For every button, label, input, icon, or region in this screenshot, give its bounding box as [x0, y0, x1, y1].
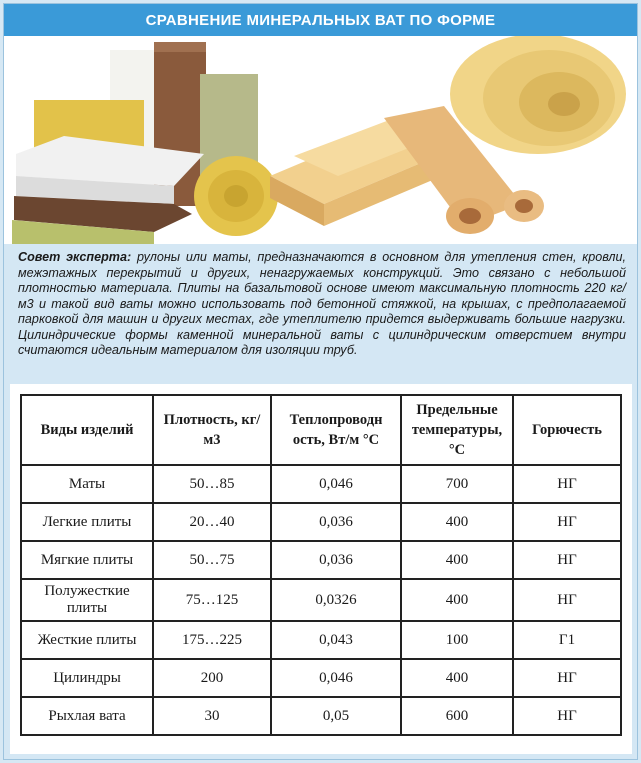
table-row	[21, 697, 621, 735]
expert-tip-lead: Совет эксперта:	[18, 250, 132, 264]
table-row	[21, 465, 621, 503]
table-cell: 600	[401, 697, 513, 735]
expert-tip-text: рулоны или маты, предназначаются в основном для утепления стен, кровли, межэтажных перекрытий и других, ненагружаемых конструкций. Это связано с небольшой плотностью материала. Плиты на базальтовой основе имеют максимальную плотность 220 кг/м3 и такой вид ваты можно использовать под бетонной стяжкой, на крышах, с предполагаемой парковкой для машин и других местах, где утеплителю придется выдерживать большие нагрузки. Цилиндрические формы каменной минеральной ваты с цилиндрическим отверстием внутри считаются идеальным материалом для изоляции труб.	[18, 250, 627, 357]
column-header: Предельные температуры, °С	[401, 395, 513, 465]
table-cell: Мягкие плиты	[21, 541, 153, 579]
table-cell: Г1	[513, 621, 621, 659]
table-cell: Рыхлая вата	[21, 697, 153, 735]
table-cell: НГ	[513, 659, 621, 697]
table-cell: 0,036	[271, 503, 401, 541]
comparison-table	[20, 394, 622, 736]
table-cell: Жесткие плиты	[21, 621, 153, 659]
table-cell: 175…225	[153, 621, 271, 659]
table-header-row	[21, 395, 621, 465]
table-cell: Цилиндры	[21, 659, 153, 697]
table-cell: 30	[153, 697, 271, 735]
table-cell: 50…75	[153, 541, 271, 579]
table-cell: 50…85	[153, 465, 271, 503]
table-row	[21, 541, 621, 579]
table-cell: НГ	[513, 697, 621, 735]
column-header: Плотность, кг/м3	[153, 395, 271, 465]
table-cell: 75…125	[153, 579, 271, 621]
table-cell: НГ	[513, 579, 621, 621]
table-cell: 400	[401, 541, 513, 579]
expert-tip	[18, 250, 626, 359]
table-row	[21, 621, 621, 659]
table-cell: 400	[401, 579, 513, 621]
table-cell: 0,036	[271, 541, 401, 579]
table-cell: НГ	[513, 541, 621, 579]
table-cell: 20…40	[153, 503, 271, 541]
table-cell: Маты	[21, 465, 153, 503]
table-cell: 0,046	[271, 659, 401, 697]
table-cell: НГ	[513, 503, 621, 541]
table-cell: 700	[401, 465, 513, 503]
infographic-card	[3, 3, 638, 760]
table-cell: 200	[153, 659, 271, 697]
table-row	[21, 659, 621, 697]
table-cell: 0,046	[271, 465, 401, 503]
table-cell: НГ	[513, 465, 621, 503]
column-header: Теплопроводн ость, Вт/м °С	[271, 395, 401, 465]
page-title: СРАВНЕНИЕ МИНЕРАЛЬНЫХ ВАТ ПО ФОРМЕ	[4, 4, 637, 36]
table-cell: Полужесткие плиты	[21, 579, 153, 621]
table-cell: 400	[401, 659, 513, 697]
column-header: Горючесть	[513, 395, 621, 465]
table-cell: 400	[401, 503, 513, 541]
table-cell: 0,043	[271, 621, 401, 659]
table-row	[21, 579, 621, 621]
table-cell: 100	[401, 621, 513, 659]
comparison-table-container	[10, 384, 632, 754]
product-photo	[4, 36, 637, 244]
table-cell: 0,05	[271, 697, 401, 735]
table-cell: 0,0326	[271, 579, 401, 621]
column-header: Виды изделий	[21, 395, 153, 465]
table-row	[21, 503, 621, 541]
table-cell: Легкие плиты	[21, 503, 153, 541]
